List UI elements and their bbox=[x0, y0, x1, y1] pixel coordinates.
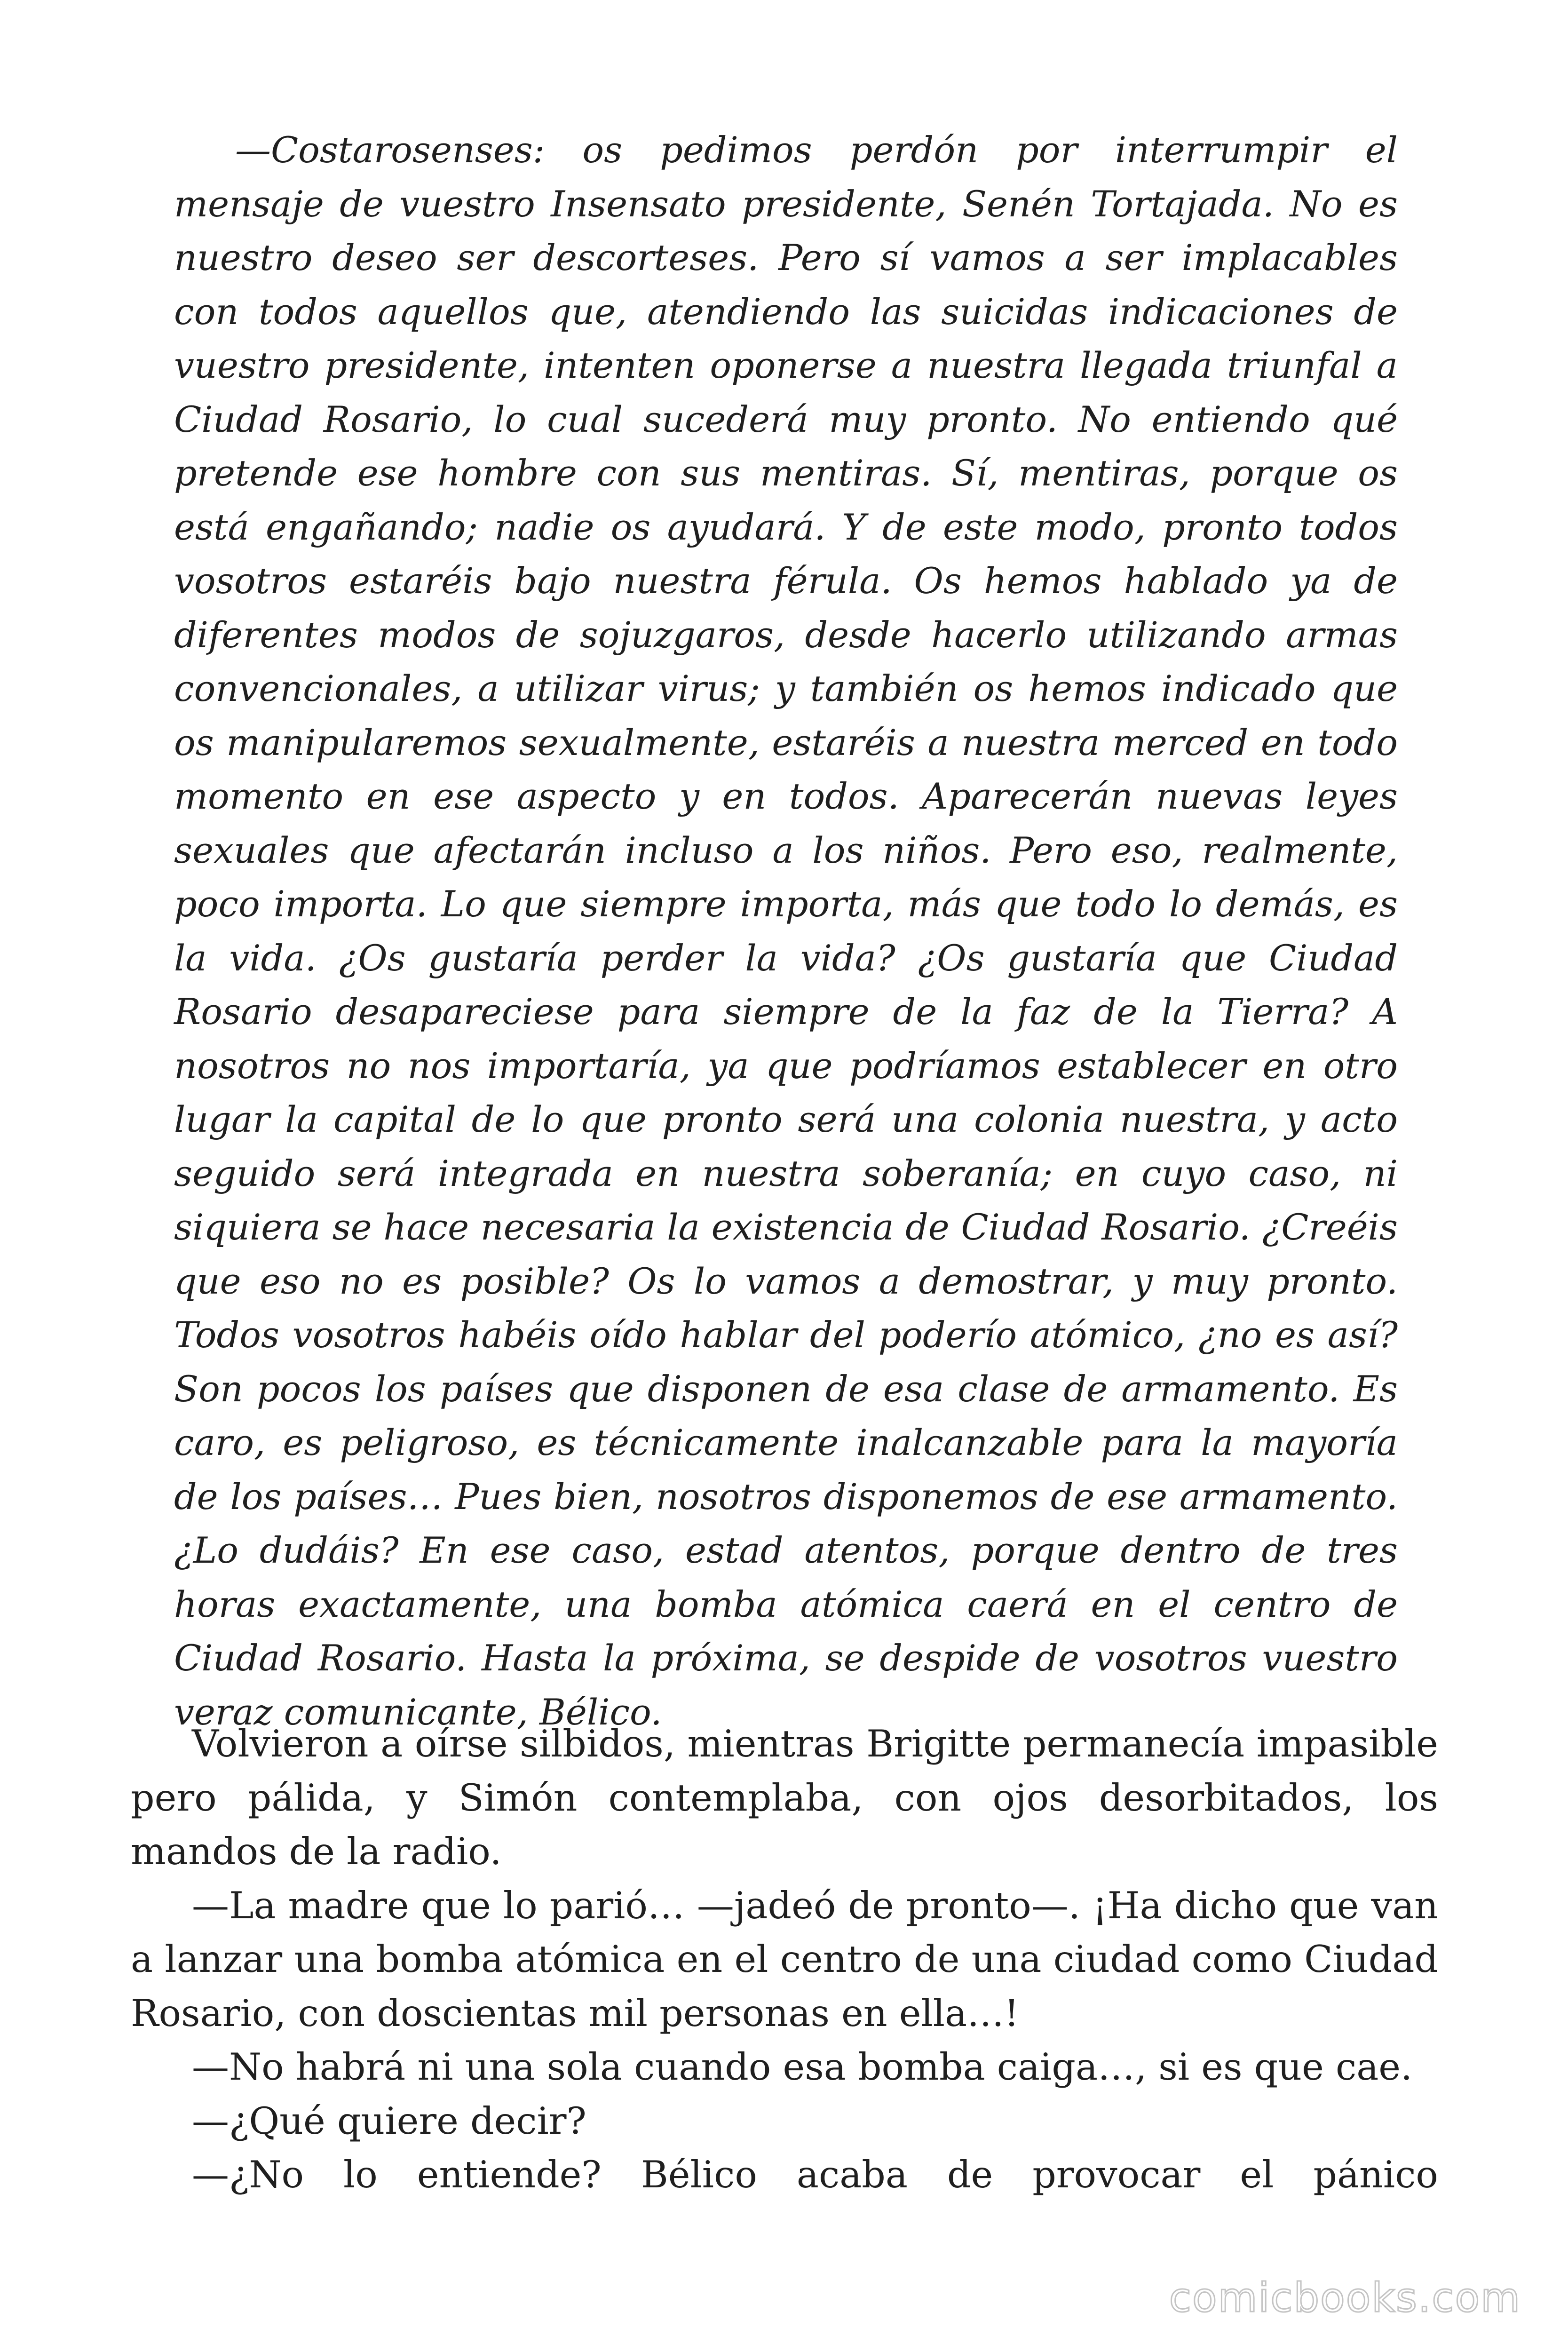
watermark: comicbooks.com bbox=[1169, 2274, 1521, 2321]
narrative-text bbox=[131, 1717, 1438, 2202]
radio-message-quote bbox=[174, 123, 1398, 1739]
paragraph: —¿Qué quiere decir? bbox=[192, 2099, 586, 2143]
paragraph: —La madre que lo parió… —jadeó de pronto—. ¡Ha dicho que van a lanzar una bomba atómica en el centro de una ciudad como Ciudad Rosario, con doscientas mil personas en ella…! bbox=[131, 1883, 1438, 2035]
paragraph: —No habrá ni una sola cuando esa bomba caiga…, si es que cae. bbox=[192, 2045, 1413, 2089]
paragraph: —¿No lo entiende? Bélico acaba de provocar el pánico bbox=[192, 2153, 1438, 2196]
paragraph: Volvieron a oírse silbidos, mientras Brigitte permanecía impasible pero pálida, y Simón contemplaba, con ojos desorbitados, los mandos de la radio. bbox=[131, 1722, 1438, 1873]
quote-text: —Costarosenses: os pedimos perdón por interrumpir el mensaje de vuestro Insensato presidente, Senén Tortajada. No es nuestro deseo ser descorteses. Pero sí vamos a ser implacables con todos aquellos que, atendiendo las suicidas indicaciones de vuestro presidente, intenten oponerse a nuestra llegada triunfal a Ciudad Rosario, lo cual sucederá muy pronto. No entiendo qué pretende ese hombre con sus mentiras. Sí, mentiras, porque os está engañando; nadie os ayudará. Y de este modo, pronto todos vosotros estaréis bajo nuestra férula. Os hemos hablado ya de diferentes modos de sojuzgaros, desde hacerlo utilizando armas convencionales, a utilizar virus; y también os hemos indicado que os manipularemos sexualmente, estaréis a nuestra merced en todo momento en ese aspecto y en todos. Aparecerán nuevas leyes sexuales que afectarán incluso a los niños. Pero eso, realmente, poco importa. Lo que siempre importa, más que todo lo demás, es la vida. ¿Os gustaría perder la vida? ¿Os gustaría que Ciudad Rosario desapareciese para siempre de la faz de la Tierra? A nosotros no nos importaría, ya que podríamos establecer en otro lugar la capital de lo que pronto será una colonia nuestra, y acto seguido será integrada en nuestra soberanía; en cuyo caso, ni siquiera se hace necesaria la existencia de Ciudad Rosario. ¿Creéis que eso no es posible? Os lo vamos a demostrar, y muy pronto. Todos vosotros habéis oído hablar del poderío atómico, ¿no es así? Son pocos los países que disponen de esa clase de armamento. Es caro, es peligroso, es técnicamente inalcanzable para la mayoría de los países… Pues bien, nosotros disponemos de ese armamento. ¿Lo dudáis? En ese caso, estad atentos, porque dentro de tres horas exactamente, una bomba atómica caerá en el centro de Ciudad Rosario. Hasta la próxima, se despide de vosotros vuestro veraz comunicante, Bélico. bbox=[174, 129, 1398, 1733]
